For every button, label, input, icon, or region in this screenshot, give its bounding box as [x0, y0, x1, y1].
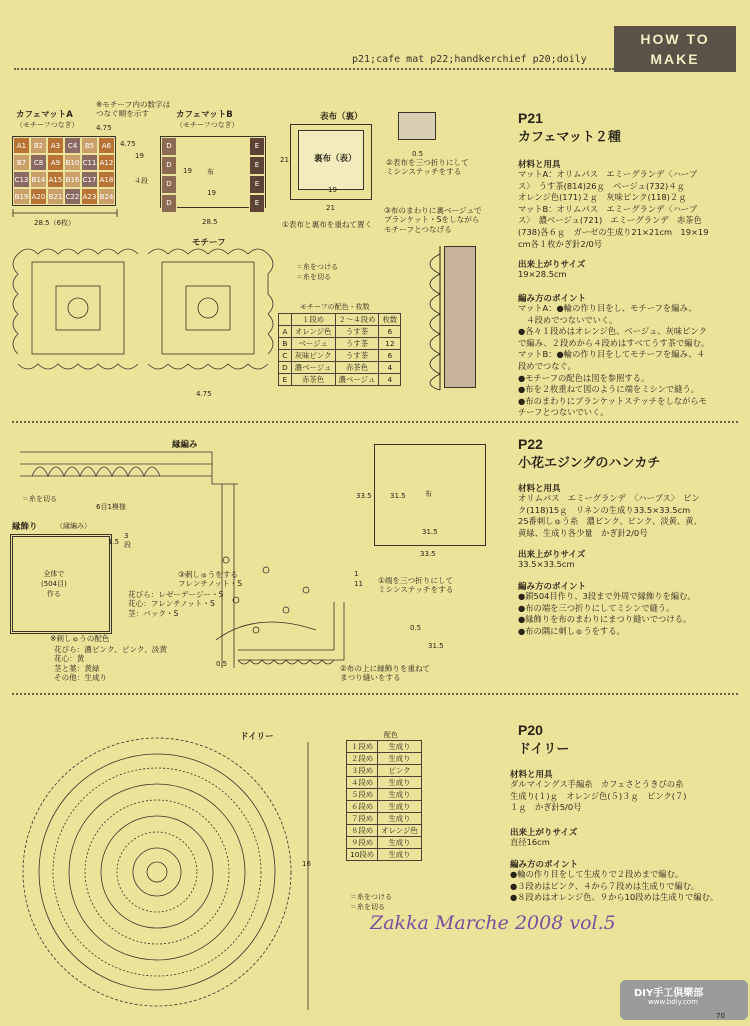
p20-points: ●輪の作り目をして生成りで２段めまで編む。 ●３段めはピンク、４から７段めは生成りで編む。 ●８段めはオレンジ色、９から10段めは生成りで編む。 [510, 869, 719, 903]
mat-a-grid [12, 136, 116, 206]
table-cell: ベージュ [291, 338, 335, 350]
color-head: 配色 [384, 731, 398, 739]
p22-emb-head: ※刺しゅうの配色 [50, 634, 110, 643]
dim-3: 3 [124, 532, 129, 540]
motif-cell-d: D [161, 175, 177, 194]
p20-title: ドイリー [518, 742, 570, 757]
divider-1 [12, 421, 738, 423]
table-cell: D [279, 362, 292, 374]
table-cell: 4 [379, 374, 401, 386]
p22-step2: ②布の上に縁飾りを重ねて まつり縫いをする [340, 664, 431, 683]
mat-b-fabric: 布 [207, 168, 214, 176]
table-row [347, 741, 422, 753]
p22-step1: ①端を三つ折りにして ミシンステッチをする [378, 576, 454, 595]
mat-b-h: 19 [183, 167, 192, 175]
motif-cell-d: D [161, 137, 177, 156]
mat-b-label: カフェマットB [176, 110, 233, 120]
motif-cell: A12 [98, 154, 115, 171]
table-row [347, 789, 422, 801]
motif-cell: B2 [30, 137, 47, 154]
mat-a-rows: ４段 [134, 177, 148, 185]
hk-1: 1 [354, 570, 359, 578]
motif-cell-e: E [249, 175, 265, 194]
motif-width: 4.75 [196, 390, 212, 398]
site-logo [620, 980, 748, 1020]
table-cell: 10段め [347, 849, 378, 861]
table-row [347, 837, 422, 849]
table-cell: オレンジ色 [291, 326, 335, 338]
p22-stitch-list: 花びら：レゼーデージー・S 花心：フレンチノット・S 茎：バック・S [128, 590, 224, 618]
motif-cell: C4 [64, 137, 81, 154]
motif-cell: C22 [64, 188, 81, 205]
badge-line-2: MAKE [650, 51, 700, 67]
divider-2 [12, 693, 738, 695]
mat-a-sub: （モチーフつなぎ） [16, 121, 79, 129]
mat-a-width: 28.5（6枚） [34, 219, 76, 227]
motif-cell-d: D [161, 156, 177, 175]
table-cell: ２〜４段め [335, 314, 379, 326]
attach-corner [234, 600, 374, 674]
table-cell: 6 [379, 350, 401, 362]
table-cell: A [279, 326, 292, 338]
overall-note: 全体で (504目) 作る [41, 570, 67, 598]
p20-materials-head: 材料と用具 [510, 770, 553, 780]
mat-a-label: カフェマットA [16, 110, 73, 120]
table-cell: 枚数 [379, 314, 401, 326]
table-cell: ピンク [378, 765, 422, 777]
p21-materials-head: 材料と用具 [518, 160, 561, 170]
table-cell: 生成り [378, 849, 422, 861]
dim-15: 1.5 [108, 538, 120, 546]
fabric-dim-21b: 21 [326, 204, 335, 212]
p21-step2: ②表布を三つ折りにして ミシンステッチをする [386, 158, 469, 177]
p22-code: P22 [518, 436, 543, 452]
doily-dim: 16 [302, 860, 311, 868]
hk-05b: 0.5 [216, 660, 228, 668]
border-frame [10, 534, 112, 634]
table-row [279, 338, 401, 350]
p22-size-head: 出来上がりサイズ [518, 550, 586, 560]
table-cell: 4 [379, 362, 401, 374]
table-cell: E [279, 374, 292, 386]
motif-cell: C8 [30, 154, 47, 171]
table-row [347, 777, 422, 789]
how-to-make-badge [614, 26, 736, 72]
mat-b-diagram [160, 136, 266, 208]
motif-cell: B19 [13, 188, 30, 205]
table-cell: １段め [291, 314, 335, 326]
table-cell: 濃ベージュ [335, 374, 379, 386]
motif-cell: A1 [13, 137, 30, 154]
motif-label: モチーフ [192, 238, 226, 248]
table-row [347, 813, 422, 825]
fabric-dim-21: 21 [280, 156, 289, 164]
fold-diagram [398, 112, 436, 140]
doily-chart [16, 734, 298, 1010]
table-cell: C [279, 350, 292, 362]
table-cell: うす茶 [335, 350, 379, 362]
omote-ura-label: 表布（裏） [320, 112, 363, 122]
mat-a-dim-side: 4.75 [120, 140, 136, 148]
motif-cell: B16 [64, 171, 81, 188]
header-divider [14, 68, 614, 70]
mat-a-height: 19 [135, 152, 144, 160]
p20-materials: ダルマイングス手編糸 カフェさとうきびの糸 生成り(１)ｇ オレンジ色(５)３ｇ ピンク(７) １ｇ かぎ針5/0号 [510, 779, 687, 813]
motif-order-note: ※モチーフ内の数字は つなぐ順を示す [96, 100, 171, 119]
p22-size: 33.5×33.5cm [518, 559, 575, 569]
fold-dim: 0.5 [412, 150, 424, 158]
table-cell [279, 314, 292, 326]
table-cell: 濃ベージュ [291, 362, 335, 374]
hk-fabric: 布 [425, 490, 432, 498]
table-cell: 灰味ピンク [291, 350, 335, 362]
p20-yarn-cut: ＝糸を切る [350, 903, 385, 911]
motif-cell-e: E [249, 194, 265, 213]
hk-315c: 31.5 [428, 642, 444, 650]
motif-cell: A20 [30, 188, 47, 205]
magazine-watermark: Zakka Marche 2008 vol.5 [370, 912, 616, 934]
motif-cell-e: E [249, 156, 265, 175]
motif-cell-d: D [161, 194, 177, 213]
hk-315b: 31.5 [422, 528, 438, 536]
motif-cell: A18 [98, 171, 115, 188]
table-cell: 生成り [378, 801, 422, 813]
table-cell: 12 [379, 338, 401, 350]
p22-title: 小花エジングのハンカチ [518, 456, 661, 471]
table-cell: ７段め [347, 813, 378, 825]
table-row [279, 362, 401, 374]
table-cell: ２段め [347, 753, 378, 765]
motif-cell: B7 [13, 154, 30, 171]
hk-05: 0.5 [410, 624, 422, 632]
motif-cell: B21 [47, 188, 64, 205]
p22-points: ●鎖504目作り、3段まで外周で縁飾りを編む。 ●布の端を三つ折りにしてミシンで縫う。 ●縁飾りを布のまわりにまつり縫いでつける。 ●布の隅に刺しゅうをする。 [518, 591, 696, 636]
blanket-stitch-fabric [444, 246, 476, 388]
ura-omote-label: 裏布（表） [314, 154, 357, 164]
p22-yarn-cut: ＝糸を切る [22, 495, 57, 503]
p21-title: カフェマット２種 [518, 130, 621, 145]
p22-emb: 花びら：濃ピンク、ピンク、淡黄 花心：黄 茎と葉：黄緑 その他：生成り [54, 645, 167, 683]
fabric-dim-19: 19 [328, 186, 337, 194]
p22-points-head: 編み方のポイント [518, 582, 587, 592]
table-cell: 生成り [378, 777, 422, 789]
mat-a-dim-top: 4.75 [96, 124, 112, 132]
table-cell: 赤茶色 [291, 374, 335, 386]
logo-url: www.bdiy.com [648, 998, 698, 1006]
table-cell: うす茶 [335, 338, 379, 350]
border-sub: （縁編み） [56, 522, 91, 530]
p21-points-head: 編み方のポイント [518, 294, 587, 304]
mat-a-width-arrow [12, 208, 118, 218]
motif-cell: C17 [81, 171, 98, 188]
badge-line-1: HOW TO [640, 31, 710, 47]
motif-cell: A9 [47, 154, 64, 171]
p21-code: P21 [518, 110, 543, 126]
motif-cell: A15 [47, 171, 64, 188]
p20-yarn-attach: ＝糸をつける [350, 893, 392, 901]
motif-cell: B5 [81, 137, 98, 154]
mat-b-width: 28.5 [202, 218, 218, 226]
table-cell: ５段め [347, 789, 378, 801]
motif-chart [10, 244, 276, 372]
mat-a-heading [16, 108, 79, 130]
color-table-title: モチーフの配色・枚数 [300, 303, 370, 311]
mat-b-sub: （モチーフつなぎ） [176, 121, 239, 129]
p22-stitches: ③刺しゅうをする フレンチノット・S [178, 570, 243, 589]
table-cell: ４段め [347, 777, 378, 789]
motif-cell: C11 [81, 154, 98, 171]
table-cell: 生成り [378, 741, 422, 753]
motif-cell-e: E [249, 137, 265, 156]
p20-size: 直径16cm [510, 837, 550, 847]
edge-label: 縁編み [172, 440, 198, 450]
table-cell: 生成り [378, 753, 422, 765]
table-cell: 生成り [378, 789, 422, 801]
p21-size-head: 出来上がりサイズ [518, 260, 586, 270]
table-cell: ９段め [347, 837, 378, 849]
table-row [347, 765, 422, 777]
p21-yarn-cut: ＝糸を切る [296, 273, 331, 281]
doily-label: ドイリー [240, 732, 274, 742]
table-row [347, 801, 422, 813]
pattern-repeat: 6目1模様 [96, 503, 126, 511]
table-cell: ３段め [347, 765, 378, 777]
table-cell: 6 [379, 326, 401, 338]
p21-points: マットA：●輪の作り目をし、モチーフを編み、 ４段めでつないでいく。 ●各々１段めはオレンジ色、ベージュ、灰味ピンク で編み、２段めから４段めはすべてうす茶で編む。 マットB：●輪の作り目をしてモチーフを編み、４ 段めでつなぐ。 ●モチーフの配色は図を参照する。 ●布を２枚重ねて図のように端をミシンで縫う。 ●布のまわりにブランケットステッチをしながらモ チーフとつないでいく。 [518, 303, 710, 418]
table-cell: 赤茶色 [335, 362, 379, 374]
table-row [279, 350, 401, 362]
table-row [347, 825, 422, 837]
p20-points-head: 編み方のポイント [510, 860, 579, 870]
p21-step3: ③布のまわりに裏ベージュで ブランケット・Sをしながら モチーフとつなげる [384, 206, 482, 234]
hk-315: 31.5 [390, 492, 406, 500]
mat-b-w: 19 [207, 189, 216, 197]
hk-335b: 33.5 [420, 550, 436, 558]
hk-335: 33.5 [356, 492, 372, 500]
table-cell: うす茶 [335, 326, 379, 338]
doily-dim-line [296, 740, 320, 1012]
motif-cell: B14 [30, 171, 47, 188]
doily-color-table [346, 740, 422, 861]
motif-cell: A23 [81, 188, 98, 205]
page-number: 70 [716, 1012, 725, 1020]
table-row [279, 326, 401, 338]
p21-size: 19×28.5cm [518, 269, 567, 279]
blanket-stitch-chain [400, 244, 448, 394]
table-row [279, 314, 401, 326]
table-cell: ８段め [347, 825, 378, 837]
motif-cell: B10 [64, 154, 81, 171]
table-cell: １段め [347, 741, 378, 753]
motif-color-table [278, 313, 401, 386]
table-row [347, 753, 422, 765]
mat-b-heading [176, 108, 239, 130]
table-cell: B [279, 338, 292, 350]
p21-materials: マットA：オリムパス エミーグランデ〈ハーブ ス〉 うす茶(814)26ｇ ベージュ(732)４ｇ オレンジ色(171)２ｇ 灰味ピンク(118)２ｇ マットB：オリムパス エミーグランデ〈ハーブ ス〉 濃ベージュ(721) エミーグランデ 赤茶色 (738)各６ｇ ガーゼの生成り21×21cm 19×19 cm各１枚かぎ針2/0号 [518, 169, 709, 249]
page-nav: p21;cafe mat p22;handkerchief p20;doily [352, 54, 587, 65]
mat-note [96, 100, 170, 119]
p21-step1: ①表布と裏布を重ねて置く [282, 220, 373, 229]
table-cell: 生成り [378, 813, 422, 825]
motif-cell: A3 [47, 137, 64, 154]
dim-row: 段 [124, 541, 131, 549]
p21-yarn-attach: ＝糸をつける [296, 263, 338, 271]
motif-cell: B24 [98, 188, 115, 205]
p20-code: P20 [518, 722, 543, 738]
p22-materials-head: 材料と用具 [518, 484, 561, 494]
table-cell: ６段め [347, 801, 378, 813]
border-label: 縁飾り [12, 522, 38, 532]
table-row [279, 374, 401, 386]
motif-cell: C13 [13, 171, 30, 188]
p20-size-head: 出来上がりサイズ [510, 828, 578, 838]
logo-text: DIY手工俱樂部 [634, 988, 704, 999]
motif-cell: A6 [98, 137, 115, 154]
p22-materials: オリムパス エミーグランデ 〈ハーブス〉 ピン ク(118)15ｇ リネンの生成り33.5×33.5cm 25番刺しゅう糸 濃ピンク、ピンク、淡黄、黄、 黄緑、生成り各少量 かぎ針2/0号 [518, 493, 702, 538]
table-row [347, 849, 422, 861]
table-cell: 生成り [378, 837, 422, 849]
hk-11: 11 [354, 580, 363, 588]
table-cell: オレンジ色 [378, 825, 422, 837]
